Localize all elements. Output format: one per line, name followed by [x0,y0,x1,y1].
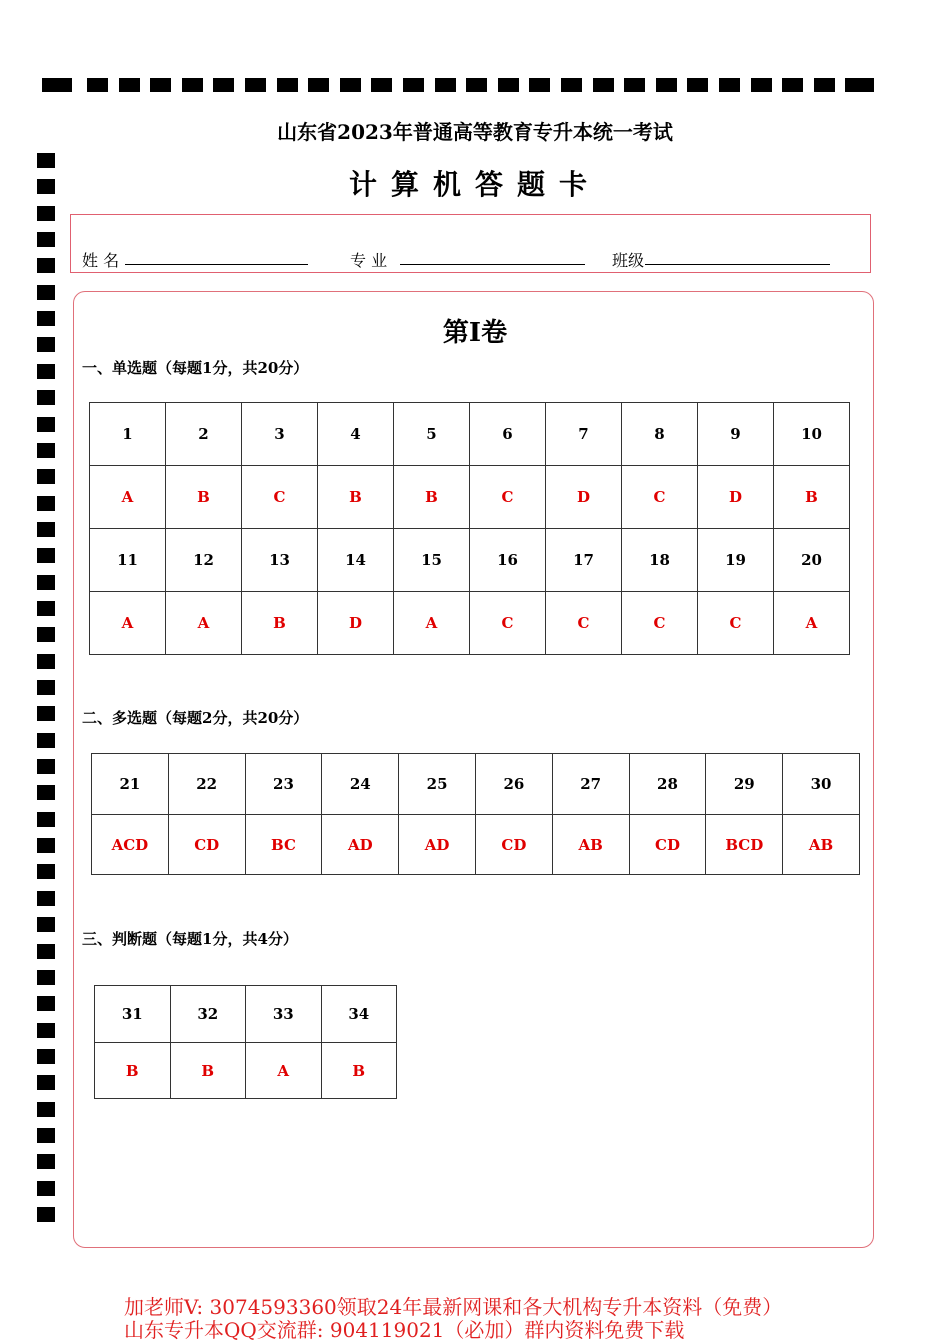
question-number: 1 [90,403,166,466]
question-number: 4 [318,403,394,466]
table-row [90,529,850,592]
answer-cell: AD [322,815,399,875]
answer-cell: B [166,466,242,529]
class-field[interactable] [645,264,830,265]
card-title: 计算机答题卡 [348,168,601,201]
question-number: 17 [546,529,622,592]
alignment-mark [340,78,361,92]
alignment-mark [37,627,55,642]
alignment-mark [656,78,677,92]
question-number: 5 [394,403,470,466]
question-number: 18 [622,529,698,592]
question-number: 27 [552,754,629,815]
alignment-mark [213,78,234,92]
alignment-mark [435,78,456,92]
answer-cell: B [318,466,394,529]
alignment-mark [624,78,645,92]
alignment-mark [42,78,72,92]
answer-cell: C [622,592,698,655]
question-number: 21 [92,754,169,815]
alignment-mark [37,759,55,774]
answer-cell: B [774,466,850,529]
alignment-mark [37,443,55,458]
alignment-mark [37,1102,55,1117]
question-number: 26 [475,754,552,815]
answer-cell: A [774,592,850,655]
answer-cell: A [246,1043,322,1099]
multiple-choice-table [91,753,860,875]
answer-cell: C [546,592,622,655]
alignment-mark [37,417,55,432]
alignment-mark [37,970,55,985]
question-number: 2 [166,403,242,466]
alignment-mark [37,944,55,959]
alignment-mark [466,78,487,92]
alignment-mark [37,1128,55,1143]
alignment-mark [371,78,392,92]
alignment-mark [687,78,708,92]
question-number: 25 [399,754,476,815]
question-number: 9 [698,403,774,466]
alignment-mark [782,78,803,92]
alignment-mark [37,680,55,695]
question-number: 28 [629,754,706,815]
alignment-mark [37,1154,55,1169]
question-number: 23 [245,754,322,815]
section2-heading: 二、多选题（每题2分，共20分） [82,709,309,727]
volume-title: 第Ⅰ卷 [442,318,508,348]
answer-cell: B [321,1043,397,1099]
section3-heading: 三、判断题（每题1分，共4分） [82,930,298,948]
alignment-mark [37,917,55,932]
exam-title: 山东省2023年普通高等教育专升本统一考试 [277,120,673,144]
question-number: 33 [246,986,322,1043]
question-number: 31 [95,986,171,1043]
answer-cell: AB [552,815,629,875]
answer-cell: A [90,592,166,655]
alignment-mark [37,601,55,616]
question-number: 20 [774,529,850,592]
question-number: 11 [90,529,166,592]
answer-cell: BC [245,815,322,875]
answer-cell: CD [168,815,245,875]
major-label: 专 业 [350,251,388,270]
answer-cell: B [95,1043,171,1099]
alignment-mark [37,1023,55,1038]
alignment-mark [37,785,55,800]
table-row [92,754,860,815]
alignment-mark [37,469,55,484]
question-number: 22 [168,754,245,815]
alignment-mark [37,496,55,511]
alignment-mark [845,78,874,92]
question-number: 29 [706,754,783,815]
alignment-mark [719,78,740,92]
answer-cell: B [394,466,470,529]
alignment-mark [37,548,55,563]
question-number: 12 [166,529,242,592]
answer-cell: A [394,592,470,655]
alignment-mark [37,838,55,853]
alignment-mark [87,78,108,92]
alignment-mark [37,232,55,247]
alignment-mark [37,1075,55,1090]
table-row [90,403,850,466]
question-number: 8 [622,403,698,466]
table-row [95,986,397,1043]
answer-cell: B [242,592,318,655]
alignment-mark [37,1207,55,1222]
question-number: 3 [242,403,318,466]
section1-heading: 一、单选题（每题1分，共20分） [82,359,309,377]
alignment-mark [498,78,519,92]
question-number: 32 [170,986,246,1043]
table-row [95,1043,397,1099]
answer-cell: AB [783,815,860,875]
table-row [92,815,860,875]
answer-cell: C [242,466,318,529]
answer-cell: CD [475,815,552,875]
major-field[interactable] [400,264,585,265]
alignment-mark [561,78,582,92]
alignment-mark [37,258,55,273]
alignment-mark [403,78,424,92]
alignment-mark [37,285,55,300]
alignment-mark [182,78,203,92]
alignment-mark [37,812,55,827]
top-alignment-marks [42,78,874,94]
alignment-mark [37,706,55,721]
alignment-mark [150,78,171,92]
question-number: 14 [318,529,394,592]
answer-cell: D [318,592,394,655]
question-number: 15 [394,529,470,592]
alignment-mark [308,78,329,92]
alignment-mark [37,1049,55,1064]
answer-cell: CD [629,815,706,875]
answer-cell: C [698,592,774,655]
alignment-mark [37,390,55,405]
alignment-mark [37,864,55,879]
answer-cell: A [90,466,166,529]
footer-line-1: 加老师V: 3074593360领取24年最新网课和各大机构专升本资料（免费） [124,1295,783,1319]
answer-cell: D [698,466,774,529]
alignment-mark [37,891,55,906]
alignment-mark [751,78,772,92]
footer-line-2: 山东专升本QQ交流群: 904119021（必加）群内资料免费下载 [124,1318,685,1342]
question-number: 24 [322,754,399,815]
question-number: 30 [783,754,860,815]
alignment-mark [37,364,55,379]
answer-cell: D [546,466,622,529]
question-number: 34 [321,986,397,1043]
answer-cell: AD [399,815,476,875]
question-number: 16 [470,529,546,592]
table-row [90,592,850,655]
alignment-mark [814,78,835,92]
alignment-mark [37,1181,55,1196]
alignment-mark [37,206,55,221]
alignment-mark [593,78,614,92]
answer-cell: ACD [92,815,169,875]
alignment-mark [37,996,55,1011]
answer-cell: C [622,466,698,529]
answer-cell: BCD [706,815,783,875]
name-field[interactable] [125,264,308,265]
name-label: 姓 名 [82,251,120,270]
true-false-table [94,985,397,1099]
alignment-mark [119,78,140,92]
alignment-mark [37,522,55,537]
alignment-mark [37,575,55,590]
question-number: 10 [774,403,850,466]
class-label: 班级 [612,251,645,270]
footer-notice [124,1296,782,1342]
single-choice-table [89,402,850,655]
answer-cell: B [170,1043,246,1099]
alignment-mark [529,78,550,92]
alignment-mark [37,654,55,669]
table-row [90,466,850,529]
alignment-mark [245,78,266,92]
question-number: 6 [470,403,546,466]
answer-cell: A [166,592,242,655]
question-number: 13 [242,529,318,592]
answer-cell: C [470,466,546,529]
alignment-mark [277,78,298,92]
question-number: 7 [546,403,622,466]
answer-cell: C [470,592,546,655]
question-number: 19 [698,529,774,592]
alignment-mark [37,733,55,748]
